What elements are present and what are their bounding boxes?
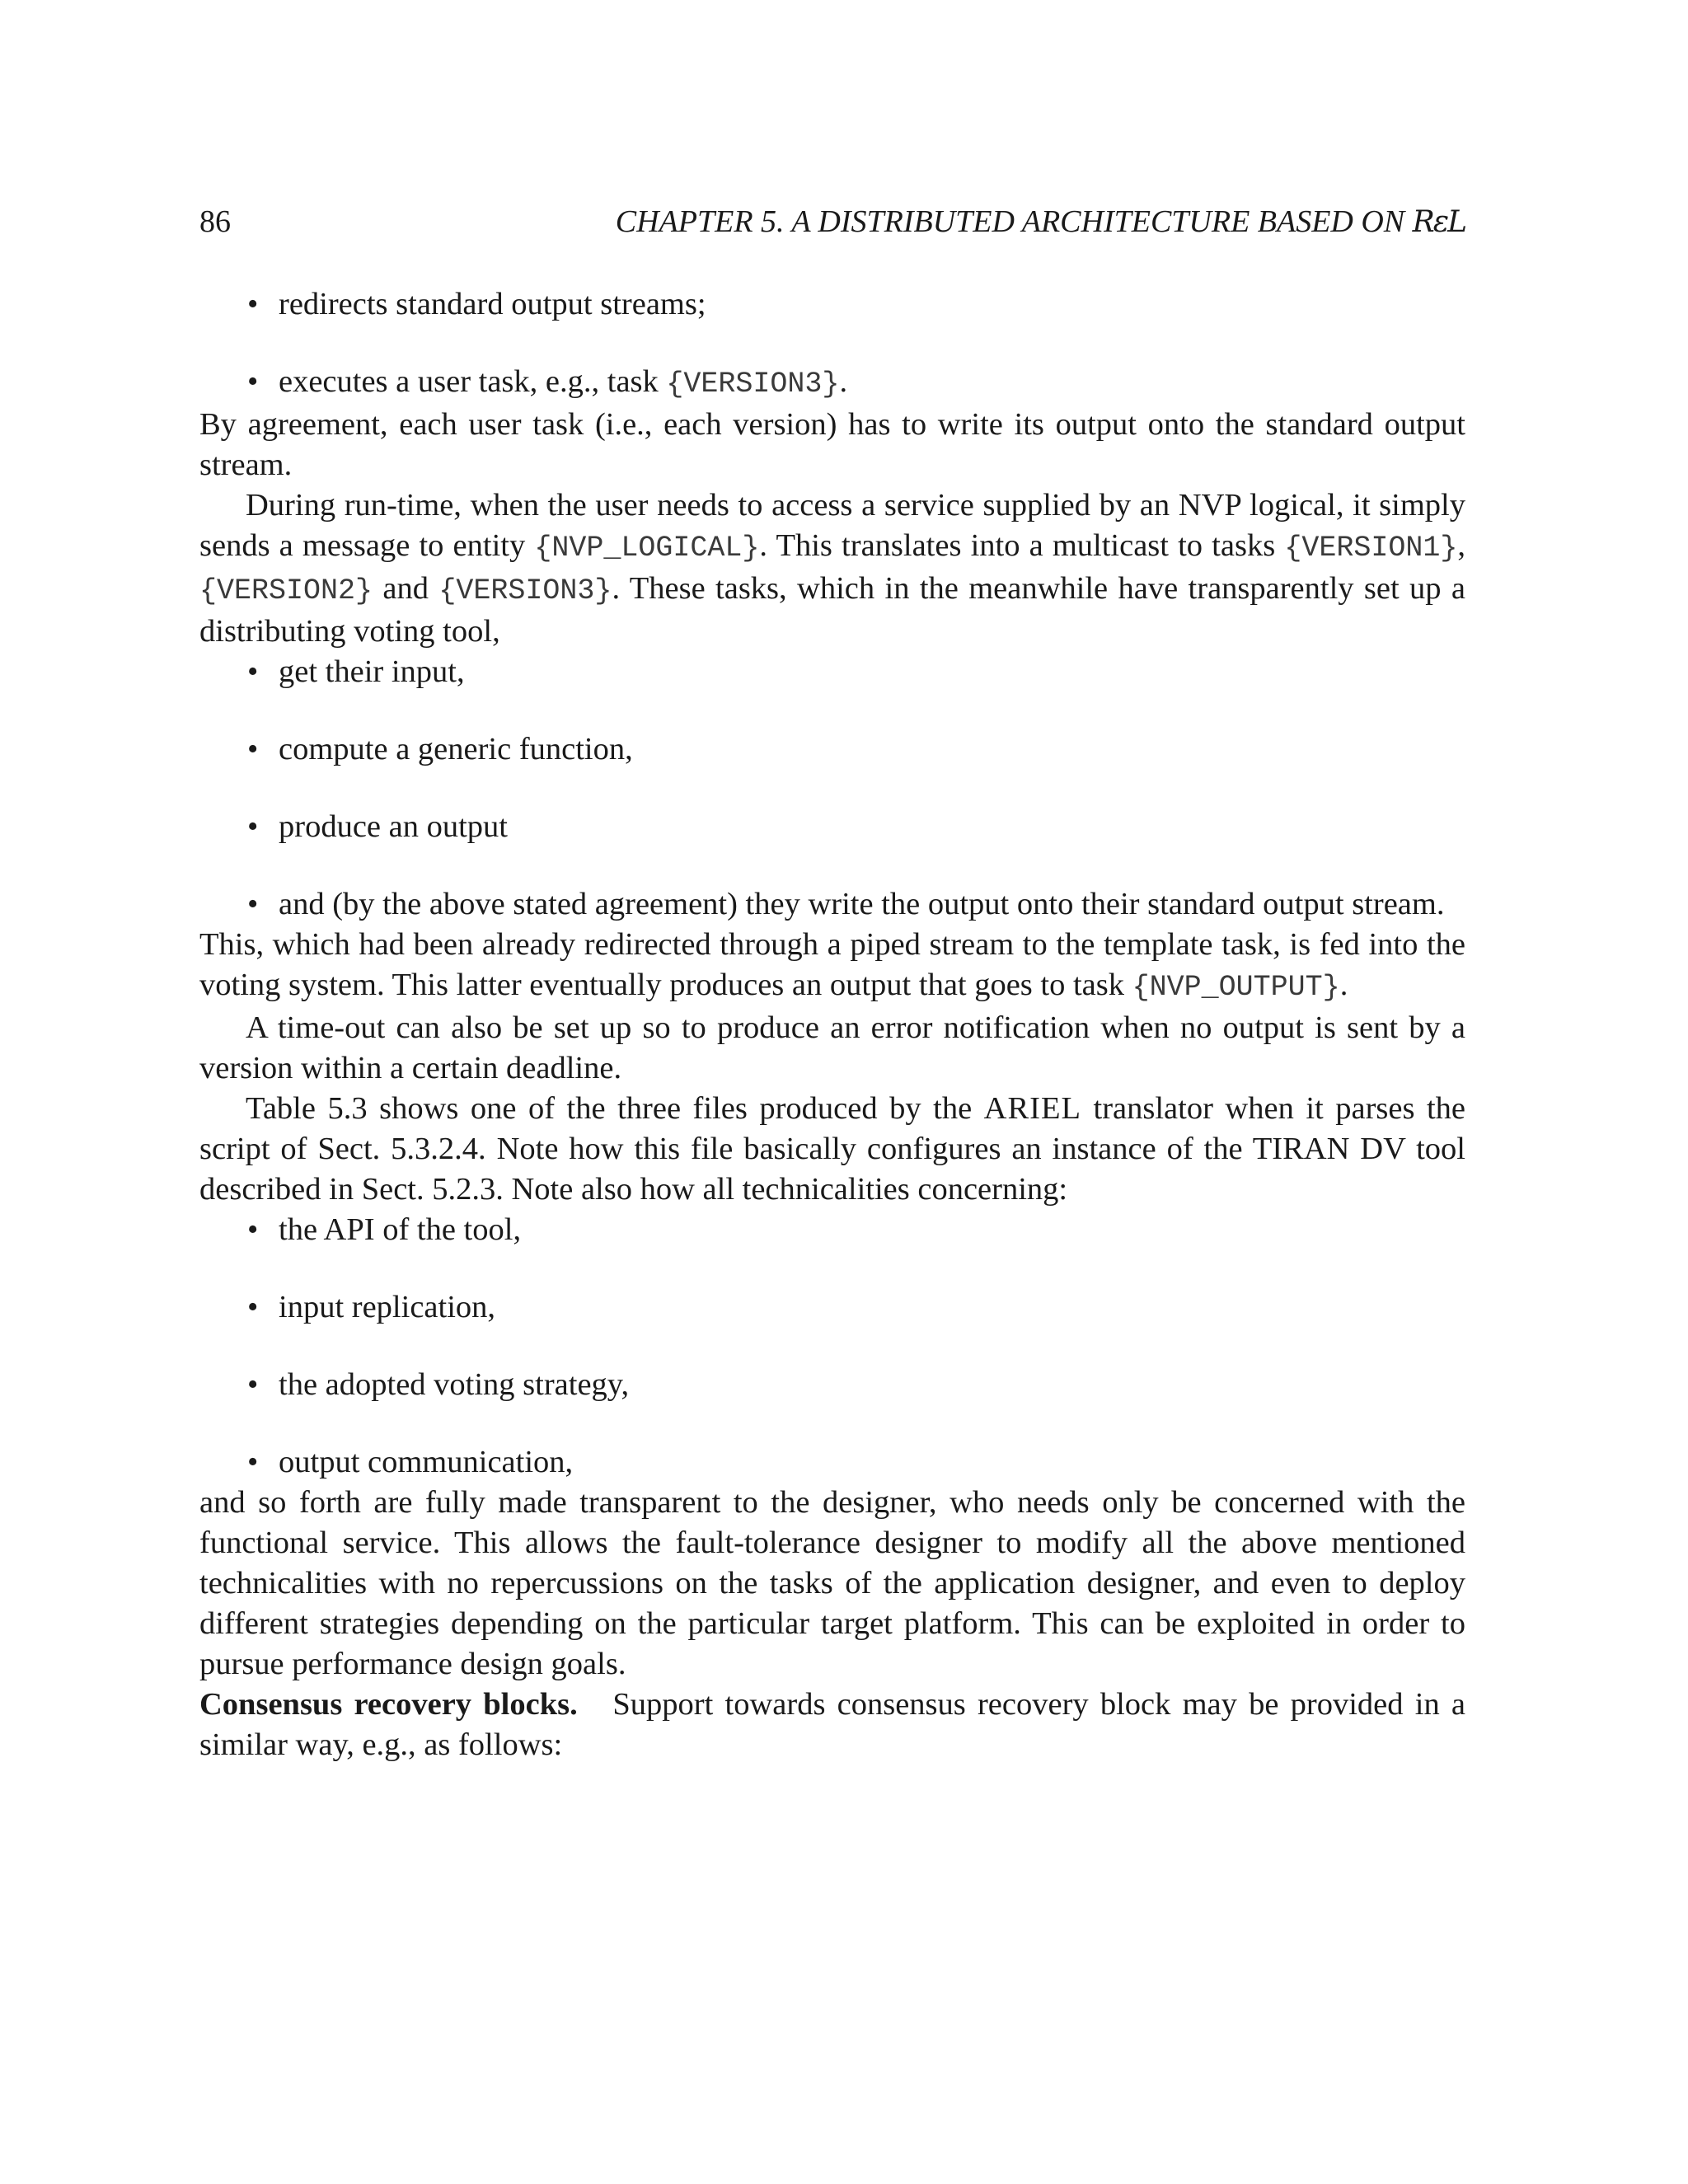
paragraph-table-reference: Table 5.3 shows one of the three files produced by the ARIEL translator when it parses the script of Sect. 5.3.2.4. Note how this file basically configures an instance of the TIRAN DV tool described in Sect. 5.2.3. Note also how all technicalities concerning: [199, 1091, 1465, 1207]
code-version3: {VERSION3} [666, 368, 840, 401]
bullet-list-task-actions [199, 652, 1465, 925]
list-item: • compute a generic function, [199, 729, 1465, 770]
bullet-list-setup-steps [199, 284, 1465, 405]
ariel-name: ARIEL [983, 1091, 1082, 1126]
list-item: • produce an output [199, 807, 1465, 847]
paragraph-voting-system: This, which had been already redirected through a piped stream to the template task, is fed into the voting system. This latter eventually produces an output that goes to task {NVP_OUTPUT}. [199, 927, 1465, 1004]
page-header [199, 201, 1465, 242]
running-title [616, 201, 1465, 243]
code-nvp-logical: {NVP_LOGICAL} [534, 532, 760, 565]
code-version2: {VERSION2} [199, 574, 373, 607]
bullet-list-technicalities [199, 1210, 1465, 1483]
list-item: • input replication, [199, 1287, 1465, 1328]
list-item: • the API of the tool, [199, 1210, 1465, 1250]
chapter-title: CHAPTER 5. A DISTRIBUTED ARCHITECTURE BASED ON [615, 204, 1413, 239]
body-text [199, 284, 1474, 1765]
paragraph-consensus-recovery: Consensus recovery blocks. Support towards consensus recovery block may be provided in a similar way, e.g., as follows: [199, 1687, 1474, 1762]
rel-logo: RεL [1412, 205, 1465, 239]
paragraph-agreement: By agreement, each user task (i.e., each version) has to write its output onto the standard output stream. [199, 407, 1465, 482]
paragraph-heading: Consensus recovery blocks. [199, 1687, 578, 1722]
list-item: • executes a user task, e.g., task {VERSION3}. [199, 362, 1465, 405]
list-item: • the adopted voting strategy, [199, 1365, 1465, 1405]
list-item: • and (by the above stated agreement) they write the output onto their standard output stream. [199, 884, 1465, 925]
list-item: • redirects standard output streams; [199, 284, 1465, 325]
paragraph-transparency: and so forth are fully made transparent to the designer, who needs only be concerned with the functional service. This allows the fault-tolerance designer to modify all the above mentioned technicalities with no repercussions on the tasks of the application designer, and even to deploy different strategies depending on the particular target platform. This can be exploited in order to pursue performance design goals. [199, 1485, 1465, 1681]
paragraph-runtime: During run-time, when the user needs to access a service supplied by an NVP logical, it simply sends a message to entity {NVP_LOGICAL}. This translates into a multicast to tasks {VERSION1}, {VERSION2} and {VERSION3}. These tasks, which in the meanwhile have transparently set up a distributing voting tool, [199, 488, 1466, 649]
code-version1: {VERSION1} [1284, 532, 1458, 565]
paragraph-timeout: A time-out can also be set up so to produce an error notification when no output is sent by a version within a certain deadline. [199, 1010, 1465, 1085]
code-version3: {VERSION3} [438, 574, 612, 607]
list-item: • get their input, [199, 652, 1465, 692]
code-nvp-output: {NVP_OUTPUT} [1132, 971, 1340, 1004]
list-item: • output communication, [199, 1442, 1465, 1483]
page-number: 86 [199, 204, 231, 239]
